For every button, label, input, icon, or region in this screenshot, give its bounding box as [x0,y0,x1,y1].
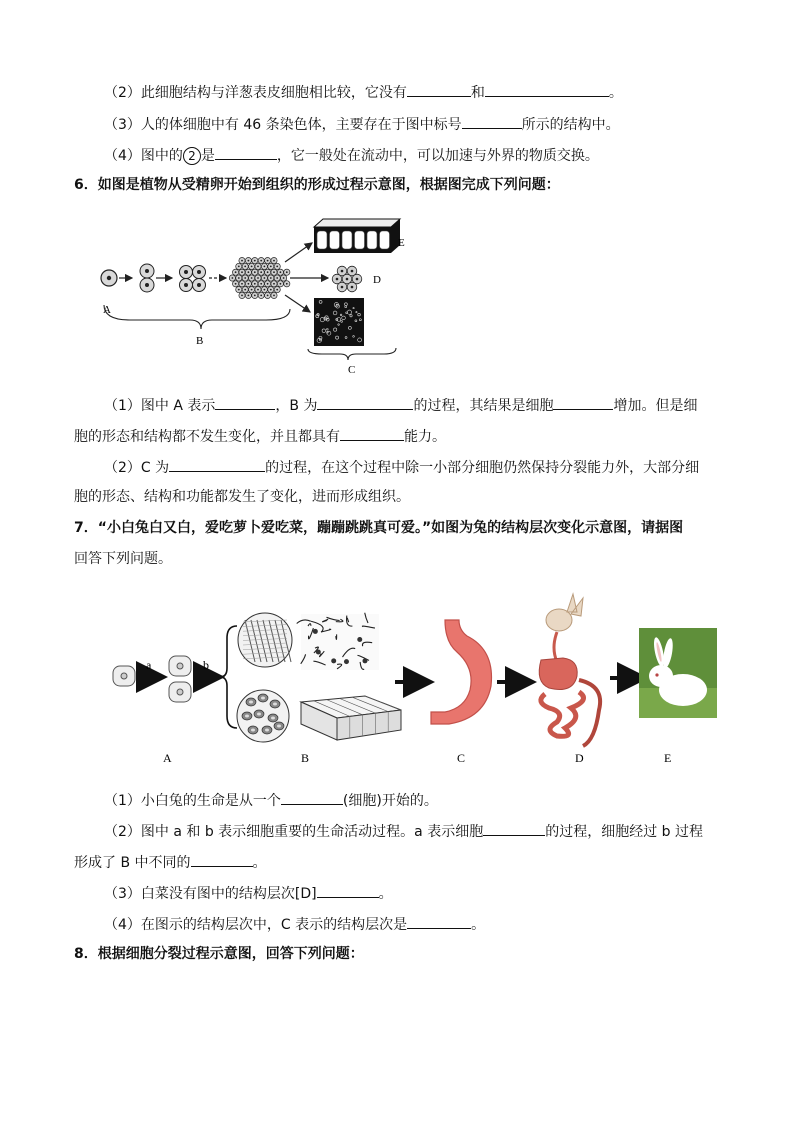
q5-sub4-text: ，它一般处在流动中，可以加速与外界的物质交换。 [276,148,599,164]
label-D: D [575,751,584,765]
q6-title: 6．如图是植物从受精卵开始到组织的形成过程示意图，根据图完成下列问题： [74,177,560,193]
q7-title-line2: 回答下列问题。 [74,551,172,567]
label-process-a: a [146,658,152,672]
answer-blank[interactable] [340,425,404,441]
q6-sub1-text: （1）图中 A 表示 [104,398,216,414]
label-process-b: b [203,658,209,672]
q7-sub3-text: 。 [378,886,393,902]
q7-sub2-line2 [74,851,267,873]
answer-blank[interactable] [191,851,253,867]
nerve-tissue [297,613,379,670]
label-C: C [348,364,356,376]
tissue-d-cluster [332,266,362,292]
label-B: B [301,751,310,765]
four-cell-stage [180,266,206,292]
answer-blank[interactable] [281,789,343,805]
answer-blank[interactable] [215,144,277,160]
answer-blank[interactable] [215,394,275,410]
answer-blank[interactable] [407,81,471,97]
q7-sub3-text: （3）白菜没有图中的结构层次[D] [104,886,317,902]
label-D: D [373,274,381,286]
q6-sub1-text: 的过程，其结果是细胞 [413,398,554,414]
white-rabbit-photo [639,628,717,718]
q5-sub4-text: （4）图中的 [104,148,183,164]
answer-blank[interactable] [169,456,265,472]
muscle-tissue [238,613,292,667]
digestive-system [539,594,600,746]
answer-blank[interactable] [317,882,379,898]
q7-sub4-text: （4）在图示的结构层次中，C 表示的结构层次是 [104,917,408,933]
brace-c [308,348,396,360]
q6-sub1-text: 胞的形态和结构都不发生变化，并且都具有 [74,429,340,445]
answer-blank[interactable] [407,913,471,929]
rabbit-fertilized-egg [113,666,135,686]
q5-sub2-text: 。 [608,85,623,101]
q6-sub1-line2 [74,425,446,447]
q5-sub4-text: 是 [200,148,215,164]
answer-blank[interactable] [553,394,613,410]
answer-blank[interactable] [462,113,522,129]
q5-sub3 [104,113,620,135]
q6-sub1-text: 能力。 [404,429,446,445]
answer-blank[interactable] [317,394,413,410]
q6-sub1 [104,394,697,416]
brace-b [104,305,290,329]
q7-sub2-text: （2）图中 a 和 b 表示细胞重要的生命活动过程。a 表示细胞 [104,824,484,840]
q7-sub4-text: 。 [471,917,486,933]
q6-sub2-text: （2）C 为 [104,460,170,476]
q6-sub1-text: ，B 为 [275,398,318,414]
blood-tissue [237,690,289,742]
cell-mass [229,258,290,299]
label-A: A [103,304,111,316]
label-B: B [196,335,204,347]
q5-sub2 [104,81,623,103]
brace-tissues [220,626,237,728]
q7-sub1-text: （1）小白兔的生命是从一个 [104,793,281,809]
epithelial-tissue [301,696,401,740]
q7-sub1-text: (细胞)开始的。 [342,793,438,809]
q5-sub4 [104,144,599,166]
stomach-organ [431,620,492,724]
two-cells [169,656,191,702]
plant-tissue-formation-figure [90,205,420,385]
label-E: E [398,237,405,249]
q8-title: 8．根据细胞分裂过程示意图，回答下列问题： [74,946,364,962]
q7-sub2-text: 的过程，细胞经过 b 过程 [545,824,703,840]
q5-sub3-text: （3）人的体细胞中有 46 条染色体，主要存在于图中标号 [104,117,462,133]
answer-blank[interactable] [485,81,609,97]
q6-sub2 [104,456,699,478]
q7-sub4 [104,913,485,935]
q7-sub2-text: 。 [252,855,267,871]
label-A: A [163,751,172,765]
fertilized-egg-cell [101,270,117,286]
q7-sub3 [104,882,393,904]
two-cell-stage [140,264,154,292]
rabbit-structure-levels-figure [105,590,725,770]
circled-number: 2 [183,147,201,165]
tissue-c-image [314,298,364,346]
q5-sub2-text: 和 [470,85,485,101]
q7-title: 7．“小白兔白又白，爱吃萝卜爱吃菜，蹦蹦跳跳真可爱。”如图为兔的结构层次变化示意图，请据图 [74,520,684,536]
answer-blank[interactable] [483,820,545,836]
q5-sub2-text: （2）此细胞结构与洋葱表皮细胞相比较，它没有 [104,85,407,101]
label-E: E [664,751,672,765]
q7-sub1 [104,789,438,811]
q7-sub2 [104,820,703,842]
q7-sub2-text: 形成了 B 中不同的 [74,855,191,871]
q6-sub2-line2: 胞的形态、结构和功能都发生了变化，进而形成组织。 [74,489,410,505]
tissue-e-block [314,219,400,253]
q6-sub1-text: 增加。但是细 [613,398,698,414]
label-C: C [457,751,466,765]
q5-sub3-text: 所示的结构中。 [521,117,620,133]
q6-sub2-text: 的过程，在这个过程中除一小部分细胞仍然保持分裂能力外，大部分细 [265,460,700,476]
